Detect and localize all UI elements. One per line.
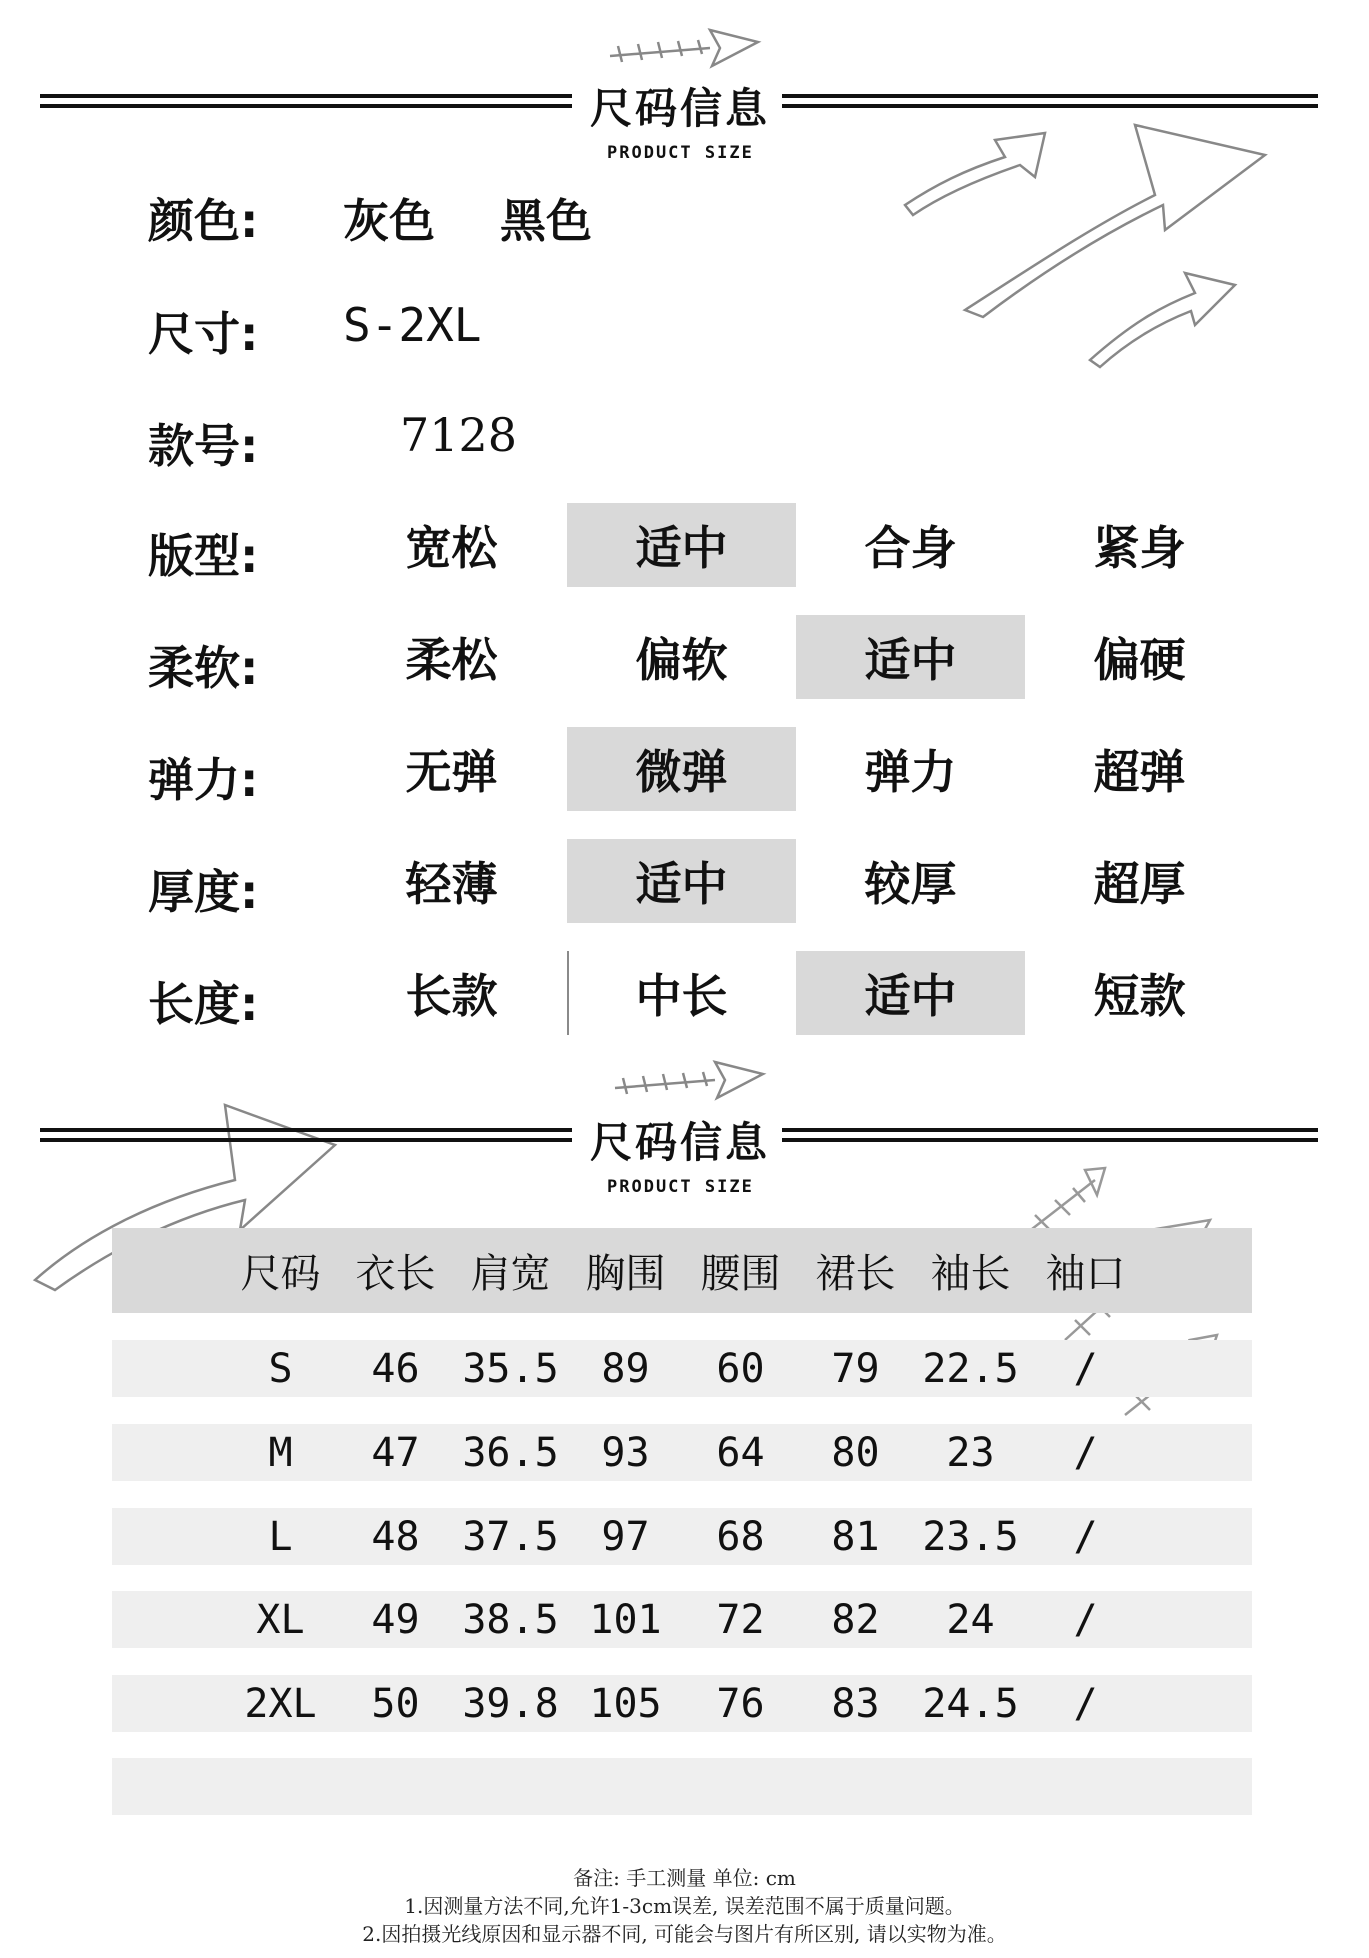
header-rule-left bbox=[40, 104, 572, 108]
table-cell: 36.5 bbox=[462, 1429, 559, 1476]
table-cell: / bbox=[1073, 1513, 1098, 1560]
header-rule-left bbox=[40, 94, 572, 98]
table-cell: 50 bbox=[371, 1680, 420, 1727]
scale-label-length: 长度: bbox=[148, 977, 259, 1031]
table-cell: 105 bbox=[589, 1680, 662, 1727]
scale-option-selected: 微弹 bbox=[567, 727, 796, 811]
column-header: 袖口 bbox=[1045, 1251, 1126, 1297]
table-cell: 72 bbox=[716, 1596, 765, 1643]
scale-option: 紧身 bbox=[1093, 521, 1186, 575]
scale-option: 超厚 bbox=[1093, 857, 1186, 911]
header-rule-right bbox=[782, 104, 1318, 108]
table-cell: S bbox=[268, 1345, 293, 1392]
table-cell: 39.8 bbox=[462, 1680, 559, 1727]
scale-option-selected: 适中 bbox=[567, 503, 796, 587]
color-value: 灰色 bbox=[343, 194, 435, 248]
table-cell: 101 bbox=[589, 1596, 662, 1643]
column-header: 胸围 bbox=[585, 1251, 666, 1297]
scale-option: 中长 bbox=[635, 969, 728, 1023]
scale-label-softness: 柔软: bbox=[148, 641, 259, 695]
table-cell: 37.5 bbox=[462, 1513, 559, 1560]
column-header: 腰围 bbox=[700, 1251, 781, 1297]
table-cell: L bbox=[268, 1513, 293, 1560]
table-cell: 46 bbox=[371, 1345, 420, 1392]
header-rule-right bbox=[782, 1128, 1318, 1132]
scale-option: 较厚 bbox=[864, 857, 957, 911]
scale-option: 弹力 bbox=[864, 745, 957, 799]
arrow-doodle-icon bbox=[605, 1050, 775, 1110]
table-row bbox=[112, 1340, 1252, 1397]
scale-option-selected: 适中 bbox=[796, 951, 1025, 1035]
note-heading: 备注: 手工测量 单位: cm bbox=[573, 1866, 796, 1890]
table-cell: M bbox=[268, 1429, 293, 1476]
scale-label-elasticity: 弹力: bbox=[148, 753, 259, 807]
table-cell: 38.5 bbox=[462, 1596, 559, 1643]
size-label: 尺寸: bbox=[148, 307, 259, 361]
section-title: 尺码信息 bbox=[590, 84, 771, 133]
table-cell: / bbox=[1073, 1680, 1098, 1727]
table-cell: 81 bbox=[831, 1513, 880, 1560]
header-rule-right bbox=[782, 94, 1318, 98]
header-rule-right bbox=[782, 1138, 1318, 1142]
table-cell: 89 bbox=[601, 1345, 650, 1392]
table-cell: XL bbox=[256, 1596, 305, 1643]
table-cell: 60 bbox=[716, 1345, 765, 1392]
table-cell: 48 bbox=[371, 1513, 420, 1560]
table-cell: / bbox=[1073, 1429, 1098, 1476]
table-cell: / bbox=[1073, 1345, 1098, 1392]
header-rule-left bbox=[40, 1138, 572, 1142]
table-cell: 49 bbox=[371, 1596, 420, 1643]
scale-option: 偏软 bbox=[635, 633, 728, 687]
table-row bbox=[112, 1424, 1252, 1481]
table-cell: 83 bbox=[831, 1680, 880, 1727]
column-header: 肩宽 bbox=[470, 1251, 551, 1297]
column-header: 袖长 bbox=[930, 1251, 1011, 1297]
column-header: 衣长 bbox=[355, 1251, 436, 1297]
table-cell: / bbox=[1073, 1596, 1098, 1643]
table-cell: 68 bbox=[716, 1513, 765, 1560]
scale-option: 柔松 bbox=[405, 633, 498, 687]
scale-option: 轻薄 bbox=[405, 857, 498, 911]
scale-option: 长款 bbox=[405, 969, 498, 1023]
table-row bbox=[112, 1508, 1252, 1565]
style-number-label: 款号: bbox=[148, 419, 259, 473]
section-title: 尺码信息 bbox=[590, 1118, 771, 1167]
table-cell: 23.5 bbox=[922, 1513, 1019, 1560]
scale-label-fit: 版型: bbox=[148, 529, 259, 583]
table-cell: 80 bbox=[831, 1429, 880, 1476]
size-range-value: S-2XL bbox=[343, 298, 482, 352]
table-cell: 2XL bbox=[244, 1680, 317, 1727]
scale-option: 合身 bbox=[864, 521, 957, 575]
scale-option: 超弹 bbox=[1093, 745, 1186, 799]
table-cell: 24.5 bbox=[922, 1680, 1019, 1727]
scale-option: 短款 bbox=[1093, 969, 1186, 1023]
scale-option: 宽松 bbox=[405, 521, 498, 575]
table-cell: 47 bbox=[371, 1429, 420, 1476]
column-header: 尺码 bbox=[240, 1251, 321, 1297]
section-subtitle: PRODUCT SIZE bbox=[607, 1177, 754, 1197]
table-cell: 97 bbox=[601, 1513, 650, 1560]
table-cell: 35.5 bbox=[462, 1345, 559, 1392]
scale-option: 无弹 bbox=[405, 745, 498, 799]
section-subtitle: PRODUCT SIZE bbox=[607, 143, 754, 163]
color-value: 黑色 bbox=[500, 194, 592, 248]
size-table-header bbox=[112, 1228, 1252, 1313]
style-number-value: 7128 bbox=[400, 408, 518, 462]
scale-option-selected: 适中 bbox=[567, 839, 796, 923]
table-cell: 82 bbox=[831, 1596, 880, 1643]
table-cell: 23 bbox=[946, 1429, 995, 1476]
note-line: 2.因拍摄光线原因和显示器不同, 可能会与图片有所区别, 请以实物为准。 bbox=[362, 1922, 1007, 1946]
table-cell: 22.5 bbox=[922, 1345, 1019, 1392]
scale-label-thickness: 厚度: bbox=[148, 865, 259, 919]
table-row bbox=[112, 1675, 1252, 1732]
color-label: 颜色: bbox=[148, 194, 259, 248]
arrow-doodle-icon bbox=[895, 115, 1315, 375]
table-cell: 79 bbox=[831, 1345, 880, 1392]
table-cell: 64 bbox=[716, 1429, 765, 1476]
scale-option-selected: 适中 bbox=[796, 615, 1025, 699]
arrow-doodle-icon bbox=[600, 18, 770, 78]
table-row-empty bbox=[112, 1758, 1252, 1815]
scale-option: 偏硬 bbox=[1093, 633, 1186, 687]
table-cell: 76 bbox=[716, 1680, 765, 1727]
table-cell: 24 bbox=[946, 1596, 995, 1643]
note-line: 1.因测量方法不同,允许1-3cm误差, 误差范围不属于质量问题。 bbox=[404, 1894, 965, 1918]
table-cell: 93 bbox=[601, 1429, 650, 1476]
header-rule-left bbox=[40, 1128, 572, 1132]
column-header: 裙长 bbox=[815, 1251, 896, 1297]
table-row bbox=[112, 1591, 1252, 1648]
